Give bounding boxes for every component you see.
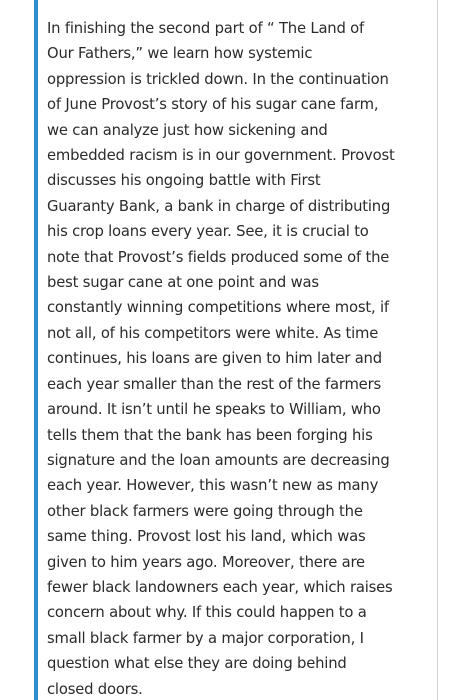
post-line: his crop loans every year. See, it is crucial to <box>47 223 369 241</box>
post-line: In finishing the second part of “ The Land of <box>47 20 365 37</box>
post-line: discusses his ongoing battle with First <box>47 172 321 190</box>
post-line: question what else they are doing behind <box>47 655 347 673</box>
post-line: small black farmer by a major corporation, I <box>47 629 364 647</box>
post-line: of June Provost’s story of his sugar cane farm, <box>47 96 379 114</box>
post-line: each year smaller than the rest of the farmers <box>47 375 381 393</box>
post-line: Guaranty Bank, a bank in charge of distributing <box>47 197 391 215</box>
post-line: we can analyze just how sickening and <box>47 121 328 139</box>
post-line: each year. However, this wasn’t new as many <box>47 477 379 495</box>
post-line: closed doors. <box>47 680 143 698</box>
post-line: concern about why. If this could happen to a <box>47 604 367 622</box>
post-line: tells them that the bank has been forging his <box>47 426 373 444</box>
post-line: oppression is trickled down. In the continuation <box>47 70 389 88</box>
post-line: around. It isn’t until he speaks to William, who <box>47 401 381 419</box>
post-line: constantly winning competitions where most, if <box>47 299 389 317</box>
post-line: same thing. Provost lost his land, which was <box>47 528 366 546</box>
post-line: signature and the loan amounts are decreasing <box>47 451 390 469</box>
post-line: best sugar cane at one point and was <box>47 274 319 292</box>
post-line: not all, of his competitors were white. As time <box>47 324 379 342</box>
content-right-border <box>437 0 438 700</box>
post-line: given to him years ago. Moreover, there are <box>47 553 365 571</box>
post-line: note that Provost’s fields produced some of the <box>47 248 390 266</box>
post-line: embedded racism is in our government. Provost <box>47 147 395 165</box>
post-body <box>47 16 395 700</box>
post-line: fewer black landowners each year, which raises <box>47 578 393 596</box>
post-line: continues, his loans are given to him later and <box>47 350 382 368</box>
post-line: Our Fathers,” we learn how systemic <box>47 45 313 63</box>
quote-accent-bar <box>34 0 38 700</box>
post-line: other black farmers were going through the <box>47 502 363 520</box>
